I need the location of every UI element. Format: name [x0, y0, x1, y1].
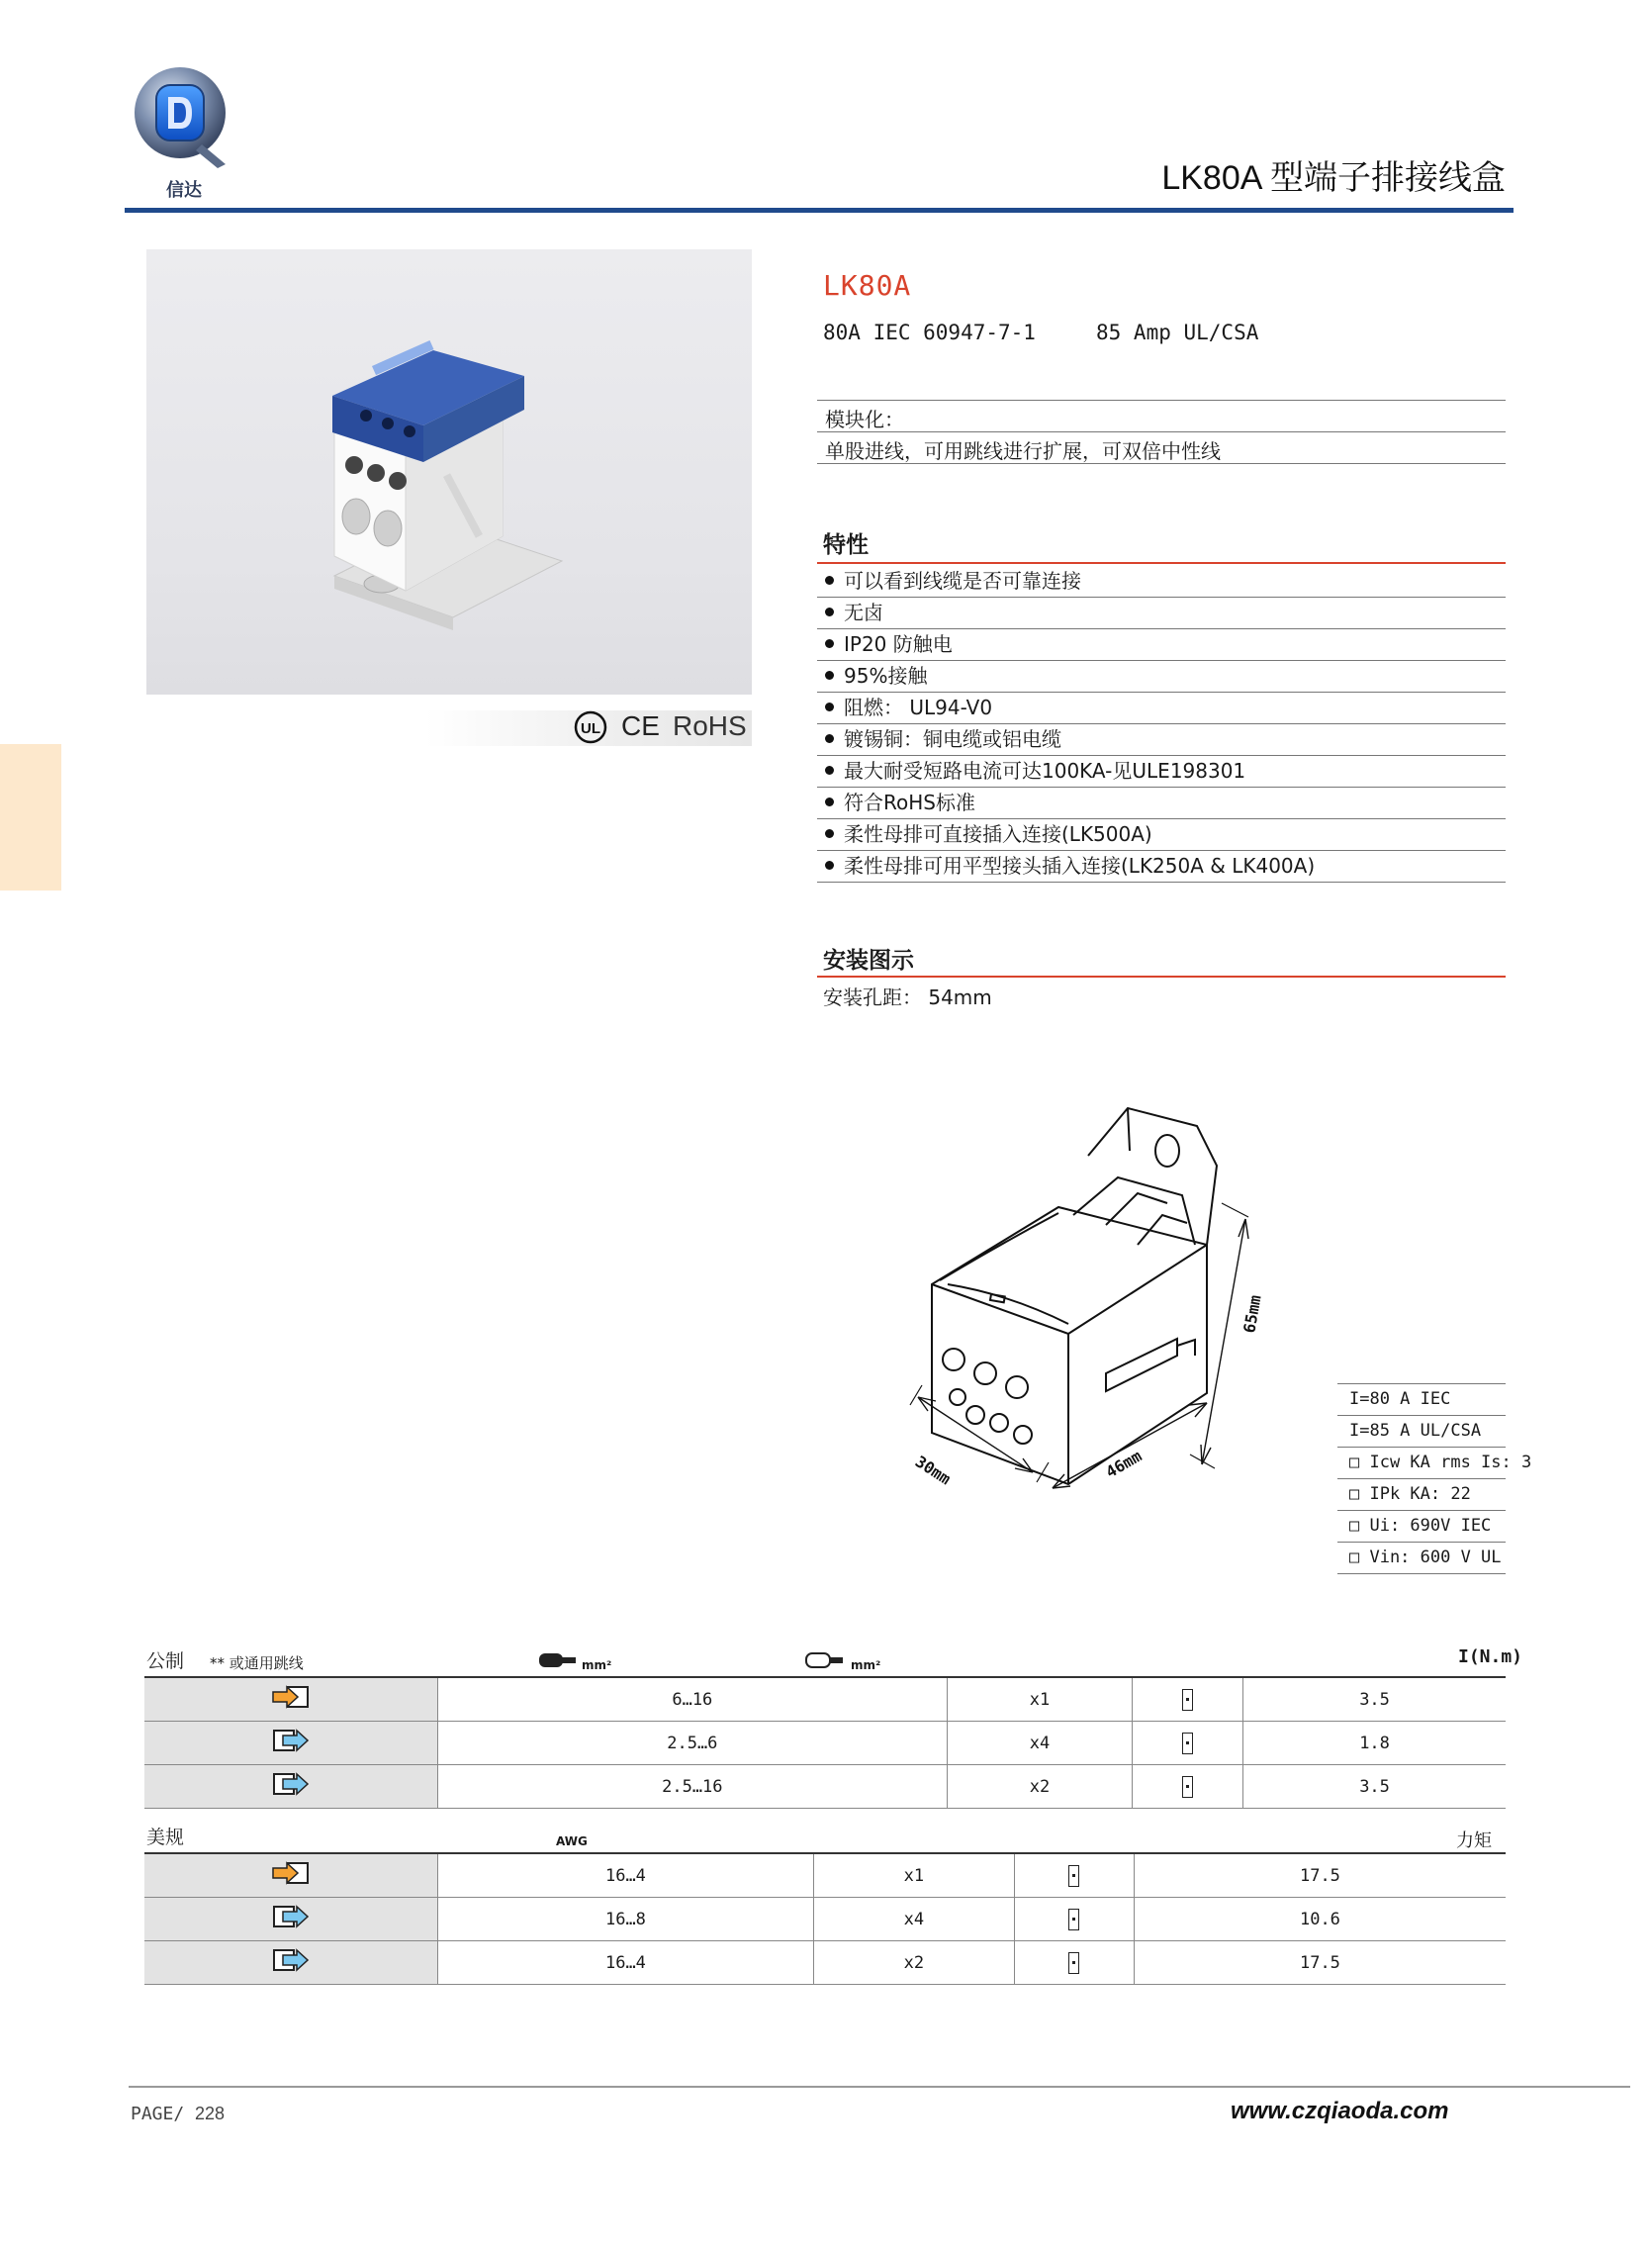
- dimension-drawing: [880, 1096, 1286, 1512]
- cable-count: x4: [947, 1722, 1133, 1765]
- insertion-arrow-orange-icon: [144, 1854, 438, 1898]
- rating-item: □ Vin: 600 V UL: [1337, 1542, 1506, 1574]
- feature-item: 镀锡铜：铜电缆或铝电缆: [817, 724, 1506, 756]
- electrical-ratings: [1337, 1383, 1532, 1574]
- width-dimension: 30mm: [911, 1452, 955, 1489]
- torque-value: 10.6: [1134, 1898, 1506, 1941]
- screw-icon: [1133, 1722, 1243, 1765]
- metric-note: ** 或通用跳线: [210, 1654, 304, 1672]
- feature-item: 95%接触: [817, 661, 1506, 693]
- page-number: [131, 2104, 225, 2124]
- ul-cert-icon: [574, 710, 607, 744]
- iec-rating: 80A IEC 60947-7-1: [823, 321, 1036, 344]
- cable-count: x2: [813, 1941, 1014, 1985]
- rating-item: □ IPk KA: 22: [1337, 1478, 1506, 1510]
- solid-wire-icon: [805, 1650, 845, 1674]
- us-torque-header: 力矩: [1456, 1830, 1492, 1851]
- mounting-title: 安装图示: [823, 948, 914, 974]
- metric-col2-unit: mm²: [582, 1658, 612, 1672]
- header-divider: [125, 208, 1514, 213]
- cable-count: x4: [813, 1898, 1014, 1941]
- feature-item: 可以看到线缆是否可靠连接: [817, 566, 1506, 598]
- torque-value: 3.5: [1243, 1678, 1506, 1722]
- feature-item: 柔性母排可用平型接头插入连接(LK250A & LK400A): [817, 851, 1506, 883]
- feature-item: 最大耐受短路电流可达100KA-见ULE198301: [817, 756, 1506, 788]
- cable-count: x1: [813, 1854, 1014, 1898]
- cable-range: 2.5…16: [438, 1765, 948, 1809]
- metric-table: [144, 1678, 1506, 1809]
- table-row: [144, 1854, 1506, 1898]
- screw-icon: [1133, 1678, 1243, 1722]
- torque-value: 3.5: [1243, 1765, 1506, 1809]
- screw-icon: [1014, 1941, 1134, 1985]
- table-row: [144, 1678, 1506, 1722]
- features-list: [817, 566, 1506, 883]
- rating-item: I=80 A IEC: [1337, 1383, 1506, 1415]
- features-title: 特性: [823, 532, 869, 558]
- feature-item: 符合RoHS标准: [817, 788, 1506, 819]
- cable-range: 16…4: [438, 1854, 814, 1898]
- insertion-arrow-blue-icon: [144, 1722, 438, 1765]
- cable-range: 16…8: [438, 1898, 814, 1941]
- screw-icon: [1014, 1898, 1134, 1941]
- feature-item: 柔性母排可直接插入连接(LK500A): [817, 819, 1506, 851]
- side-section-tab: [0, 744, 61, 891]
- feature-item: 阻燃： UL94-V0: [817, 693, 1506, 724]
- screw-icon: [1133, 1765, 1243, 1809]
- depth-dimension: 46mm: [1102, 1446, 1146, 1482]
- ul-mark: UL: [581, 720, 600, 737]
- screw-icon: [1014, 1854, 1134, 1898]
- rating-item: □ Ui: 690V IEC: [1337, 1510, 1506, 1542]
- table-row: [144, 1765, 1506, 1809]
- insertion-arrow-blue-icon: [144, 1941, 438, 1985]
- company-logo: [131, 65, 239, 204]
- rating-item: I=85 A UL/CSA: [1337, 1415, 1506, 1447]
- torque-value: 1.8: [1243, 1722, 1506, 1765]
- feature-item: IP20 防触电: [817, 629, 1506, 661]
- footer-divider: [129, 2086, 1630, 2088]
- page-prefix: PAGE/: [131, 2104, 185, 2124]
- cable-count: x2: [947, 1765, 1133, 1809]
- cable-range: 16…4: [438, 1941, 814, 1985]
- metric-torque-header: I(N.m): [1458, 1646, 1523, 1667]
- torque-value: 17.5: [1134, 1941, 1506, 1985]
- cable-range: 6…16: [438, 1678, 948, 1722]
- page-number-value: 228: [195, 2104, 226, 2123]
- feature-item: 无卤: [817, 598, 1506, 629]
- cable-count: x1: [947, 1678, 1133, 1722]
- insertion-arrow-blue-icon: [144, 1765, 438, 1809]
- us-table: [144, 1854, 1506, 1985]
- height-dimension: 65mm: [1239, 1293, 1265, 1335]
- model-name: LK80A: [823, 269, 912, 302]
- mounting-divider: [817, 976, 1506, 978]
- insertion-arrow-blue-icon: [144, 1898, 438, 1941]
- product-photo: [146, 249, 752, 695]
- ul-rating: 85 Amp UL/CSA: [1096, 321, 1259, 344]
- modular-label: 模块化：: [825, 408, 904, 431]
- insertion-arrow-orange-icon: [144, 1678, 438, 1722]
- mounting-hole-spacing: 安装孔距： 54mm: [823, 985, 992, 1009]
- page-title: LK80A 型端子排接线盒: [1161, 159, 1506, 197]
- ce-mark: CE: [621, 710, 660, 741]
- table-row: [144, 1722, 1506, 1765]
- metric-col3-unit: mm²: [851, 1658, 881, 1672]
- us-col2-unit: AWG: [556, 1834, 588, 1848]
- cable-range: 2.5…6: [438, 1722, 948, 1765]
- table-row: [144, 1898, 1506, 1941]
- metric-label: 公制: [146, 1650, 185, 1672]
- modular-description: 单股进线，可用跳线进行扩展，可双倍中性线: [825, 439, 1221, 463]
- modular-section: [817, 400, 1506, 463]
- rohs-mark: RoHS: [673, 710, 747, 741]
- rating-item: □ Icw KA rms Is: 3: [1337, 1447, 1506, 1478]
- torque-value: 17.5: [1134, 1854, 1506, 1898]
- features-divider: [817, 562, 1506, 564]
- website-url[interactable]: www.czqiaoda.com: [1231, 2098, 1449, 2124]
- us-label: 美规: [146, 1827, 185, 1848]
- table-row: [144, 1941, 1506, 1985]
- logo-text: 信达: [166, 180, 202, 201]
- ferrule-icon: [538, 1650, 578, 1674]
